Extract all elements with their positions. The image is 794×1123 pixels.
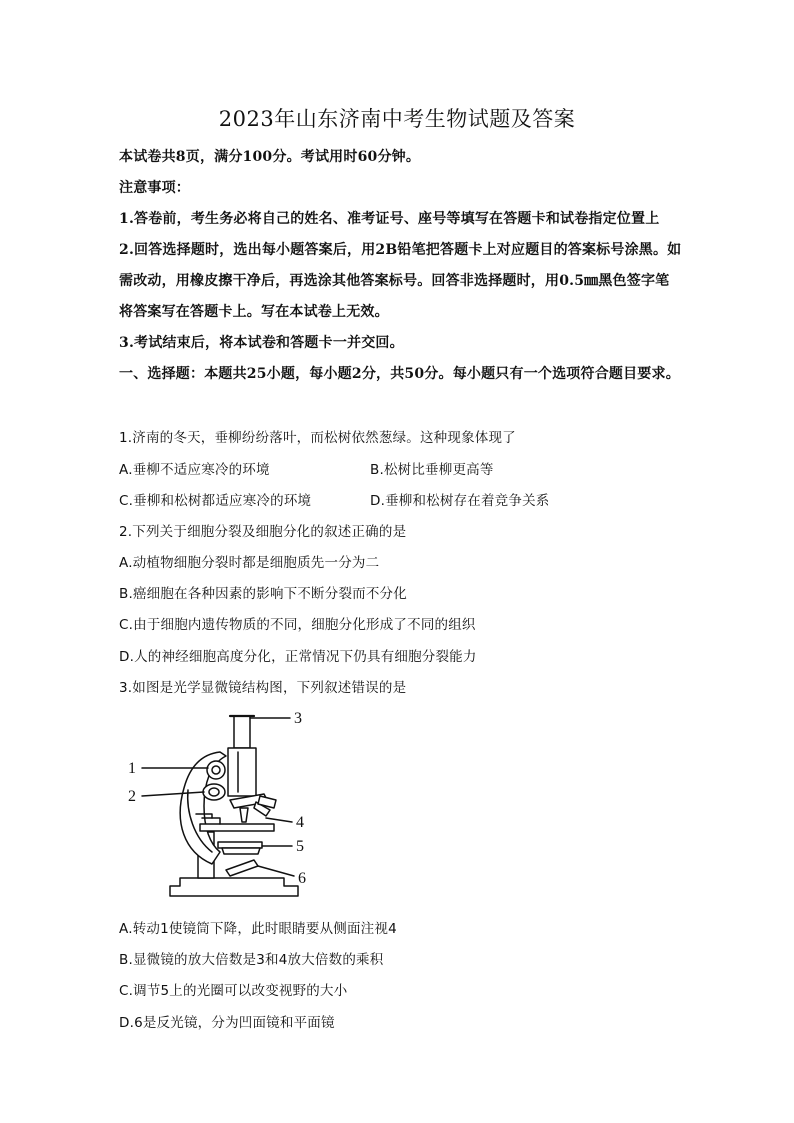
page-title: 2023年山东济南中考生物试题及答案 [218,107,576,131]
question-3-option-c: C.调节5上的光圈可以改变视野的大小 [119,983,348,999]
section-heading: 一、选择题：本题共25小题，每小题2分，共50分。每小题只有一个选项符合题目要求。 [119,366,680,382]
question-2-option-d: D.人的神经细胞高度分化，正常情况下仍具有细胞分裂能力 [119,649,477,665]
question-1-option-b: B.松树比垂柳更高等 [370,462,494,478]
figure-label-1: 1 [128,760,136,777]
note-2-line-3: 将答案写在答题卡上。写在本试卷上无效。 [119,304,389,320]
question-2-option-c: C.由于细胞内遗传物质的不同，细胞分化形成了不同的组织 [119,617,476,633]
note-2-line-2: 需改动，用橡皮擦干净后，再选涂其他答案标号。回答非选择题时，用0.5㎜黑色签字笔 [119,273,670,289]
figure-label-4: 4 [296,814,304,831]
question-1-option-c: C.垂柳和松树都适应寒冷的环境 [119,493,312,509]
question-3-stem: 3.如图是光学显微镜结构图，下列叙述错误的是 [119,680,407,696]
note-2-line-1: 2.回答选择题时，选出每小题答案后，用2B铅笔把答题卡上对应题目的答案标号涂黑。如 [119,242,682,258]
question-3-option-d: D.6是反光镜，分为凹面镜和平面镜 [119,1015,335,1031]
question-2-option-b: B.癌细胞在各种因素的影响下不断分裂而不分化 [119,586,407,602]
question-2-stem: 2.下列关于细胞分裂及细胞分化的叙述正确的是 [119,524,407,540]
question-3-option-b: B.显微镜的放大倍数是3和4放大倍数的乘积 [119,952,384,968]
question-1-option-a: A.垂柳不适应寒冷的环境 [119,462,270,478]
note-1: 1.答卷前，考生务必将自己的姓名、准考证号、座号等填写在答题卡和试卷指定位置上 [119,211,660,227]
question-1-option-d: D.垂柳和松树存在着竞争关系 [370,493,550,509]
note-3: 3.考试结束后，将本试卷和答题卡一并交回。 [119,335,404,351]
question-1-stem: 1.济南的冬天，垂柳纷纷落叶，而松树依然葱绿。这种现象体现了 [119,430,516,446]
question-2-option-a: A.动植物细胞分裂时都是细胞质先一分为二 [119,555,380,571]
figure-label-2: 2 [128,788,136,805]
microscope-figure [122,702,328,900]
notes-heading: 注意事项： [119,180,190,196]
exam-intro: 本试卷共8页，满分100分。考试用时60分钟。 [119,149,421,165]
figure-label-3: 3 [294,710,302,727]
figure-label-5: 5 [296,838,304,855]
figure-label-6: 6 [298,870,306,887]
question-3-option-a: A.转动1使镜筒下降，此时眼睛要从侧面注视4 [119,921,397,937]
